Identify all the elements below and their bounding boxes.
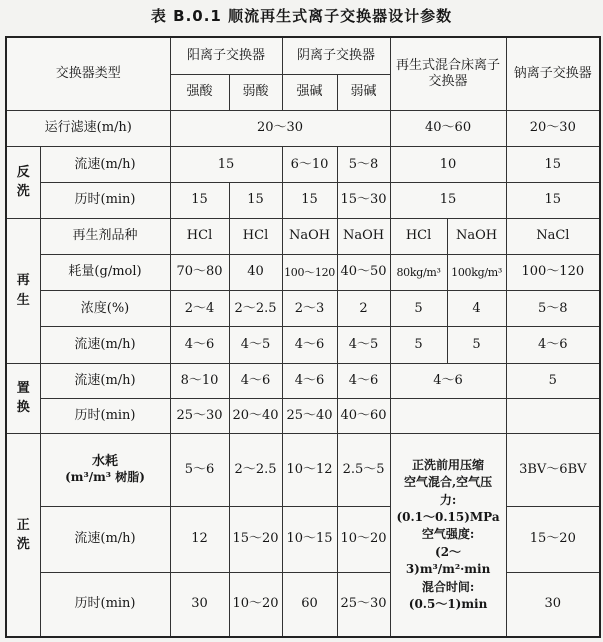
disp-flow-strong-base: 4～6 xyxy=(282,363,337,398)
regen-cons-weak-acid: 40 xyxy=(229,254,282,290)
rinse-flow-strong-base: 10～15 xyxy=(282,506,337,572)
regen-cons-strong-base: 100～120 xyxy=(282,254,337,290)
rinse-group-label: 正 洗 xyxy=(6,434,40,637)
backwash-time-label: 历时(min) xyxy=(40,183,170,218)
rinse-time-row xyxy=(6,572,600,637)
regen-flow-sodium: 4～6 xyxy=(506,327,600,363)
rinse-water-row xyxy=(6,434,600,506)
disp-flow-weak-acid: 4～6 xyxy=(229,363,282,398)
disp-time-strong-base: 25～40 xyxy=(282,398,337,433)
backwash-time-row xyxy=(6,183,600,218)
mixed-bed-header: 再生式混合床离子交换器 xyxy=(390,37,506,110)
run-speed-mixed: 40～60 xyxy=(390,110,506,146)
rinse-flow-label: 流速(m/h) xyxy=(40,506,170,572)
rinse-flow-weak-base: 10～20 xyxy=(337,506,390,572)
regen-flow-row xyxy=(6,327,600,363)
backwash-flow-weak-base: 5～8 xyxy=(337,147,390,183)
regen-conc-mixed-2: 4 xyxy=(447,291,506,327)
regen-conc-mixed-1: 5 xyxy=(390,291,447,327)
regen-agent-strong-base: NaOH xyxy=(282,218,337,254)
rinse-water-label: 水耗 (m³/m³ 树脂) xyxy=(40,434,170,506)
regen-conc-strong-base: 2～3 xyxy=(282,291,337,327)
rinse-time-strong-base: 60 xyxy=(282,572,337,637)
regen-flow-mixed-2: 5 xyxy=(447,327,506,363)
run-speed-cation-anion: 20～30 xyxy=(170,110,390,146)
regen-cons-mixed-2: 100kg/m³ xyxy=(447,254,506,290)
regen-agent-sodium: NaCl xyxy=(506,218,600,254)
displacement-time-row xyxy=(6,398,600,433)
backwash-time-sodium: 15 xyxy=(506,183,600,218)
run-speed-row xyxy=(6,110,600,146)
backwash-time-strong-acid: 15 xyxy=(170,183,229,218)
regen-agent-weak-acid: HCl xyxy=(229,218,282,254)
design-parameters-table xyxy=(5,36,601,638)
exchanger-type-header: 交换器类型 xyxy=(6,37,170,110)
rinse-water-weak-acid: 2～2.5 xyxy=(229,434,282,506)
backwash-group-label: 反 洗 xyxy=(6,147,40,218)
regen-agent-strong-acid: HCl xyxy=(170,218,229,254)
regen-flow-mixed-1: 5 xyxy=(390,327,447,363)
disp-time-weak-base: 40～60 xyxy=(337,398,390,433)
disp-flow-mixed: 4～6 xyxy=(390,363,506,398)
header-row-1 xyxy=(6,37,600,74)
regen-conc-weak-acid: 2～2.5 xyxy=(229,291,282,327)
disp-time-strong-acid: 25～30 xyxy=(170,398,229,433)
backwash-flow-label: 流速(m/h) xyxy=(40,147,170,183)
run-speed-label: 运行滤速(m/h) xyxy=(6,110,170,146)
displacement-group-label: 置 换 xyxy=(6,363,40,433)
regen-concentration-label: 浓度(%) xyxy=(40,291,170,327)
cation-exchanger-header: 阳离子交换器 xyxy=(170,37,282,74)
anion-exchanger-header: 阴离子交换器 xyxy=(282,37,390,74)
rinse-flow-weak-acid: 15～20 xyxy=(229,506,282,572)
regen-flow-weak-base: 4～5 xyxy=(337,327,390,363)
regen-consumption-row xyxy=(6,254,600,290)
run-speed-sodium: 20～30 xyxy=(506,110,600,146)
disp-time-weak-acid: 20～40 xyxy=(229,398,282,433)
displacement-flow-label: 流速(m/h) xyxy=(40,363,170,398)
regen-agent-label: 再生剂品种 xyxy=(40,218,170,254)
backwash-flow-strong-base: 6～10 xyxy=(282,147,337,183)
rinse-flow-row xyxy=(6,506,600,572)
rinse-time-sodium: 30 xyxy=(506,572,600,637)
strong-base-header: 强碱 xyxy=(282,74,337,110)
rinse-water-sodium: 3BV～6BV xyxy=(506,434,600,506)
regen-flow-weak-acid: 4～5 xyxy=(229,327,282,363)
regen-cons-strong-acid: 70～80 xyxy=(170,254,229,290)
backwash-flow-acid: 15 xyxy=(170,147,282,183)
disp-flow-sodium: 5 xyxy=(506,363,600,398)
regen-agent-row xyxy=(6,218,600,254)
backwash-time-mixed: 15 xyxy=(390,183,506,218)
rinse-time-weak-acid: 10～20 xyxy=(229,572,282,637)
rinse-time-label: 历时(min) xyxy=(40,572,170,637)
displacement-time-label: 历时(min) xyxy=(40,398,170,433)
regen-agent-weak-base: NaOH xyxy=(337,218,390,254)
regen-conc-strong-acid: 2～4 xyxy=(170,291,229,327)
regen-flow-strong-base: 4～6 xyxy=(282,327,337,363)
mixed-bed-rinse-note: 正洗前用压缩 空气混合,空气压 力: (0.1～0.15)MPa 空气强度: (2～3)m³/m²·min 混合时间: (0.5～1)min xyxy=(390,434,506,637)
backwash-flow-row xyxy=(6,147,600,183)
regen-cons-mixed-1: 80kg/m³ xyxy=(390,254,447,290)
disp-flow-weak-base: 4～6 xyxy=(337,363,390,398)
backwash-flow-sodium: 15 xyxy=(506,147,600,183)
backwash-time-weak-acid: 15 xyxy=(229,183,282,218)
regen-concentration-row xyxy=(6,291,600,327)
strong-acid-header: 强酸 xyxy=(170,74,229,110)
rinse-flow-sodium: 15～20 xyxy=(506,506,600,572)
rinse-time-strong-acid: 30 xyxy=(170,572,229,637)
rinse-water-strong-acid: 5～6 xyxy=(170,434,229,506)
weak-base-header: 弱碱 xyxy=(337,74,390,110)
table-title: 表 B.0.1 顺流再生式离子交换器设计参数 xyxy=(150,7,453,25)
sodium-exchanger-header: 钠离子交换器 xyxy=(506,37,600,110)
disp-time-sodium-empty xyxy=(506,398,600,433)
regen-conc-sodium: 5～8 xyxy=(506,291,600,327)
regen-flow-label: 流速(m/h) xyxy=(40,327,170,363)
backwash-time-weak-base: 15～30 xyxy=(337,183,390,218)
displacement-flow-row xyxy=(6,363,600,398)
rinse-flow-strong-acid: 12 xyxy=(170,506,229,572)
regen-agent-mixed-1: HCl xyxy=(390,218,447,254)
regen-conc-weak-base: 2 xyxy=(337,291,390,327)
backwash-time-strong-base: 15 xyxy=(282,183,337,218)
weak-acid-header: 弱酸 xyxy=(229,74,282,110)
rinse-water-weak-base: 2.5～5 xyxy=(337,434,390,506)
regen-cons-sodium: 100～120 xyxy=(506,254,600,290)
regeneration-group-label: 再 生 xyxy=(6,218,40,363)
rinse-time-weak-base: 25～30 xyxy=(337,572,390,637)
regen-consumption-label: 耗量(g/mol) xyxy=(40,254,170,290)
regen-flow-strong-acid: 4～6 xyxy=(170,327,229,363)
rinse-water-strong-base: 10～12 xyxy=(282,434,337,506)
disp-flow-strong-acid: 8～10 xyxy=(170,363,229,398)
regen-cons-weak-base: 40～50 xyxy=(337,254,390,290)
backwash-flow-mixed: 10 xyxy=(390,147,506,183)
disp-time-mixed-empty xyxy=(390,398,506,433)
regen-agent-mixed-2: NaOH xyxy=(447,218,506,254)
